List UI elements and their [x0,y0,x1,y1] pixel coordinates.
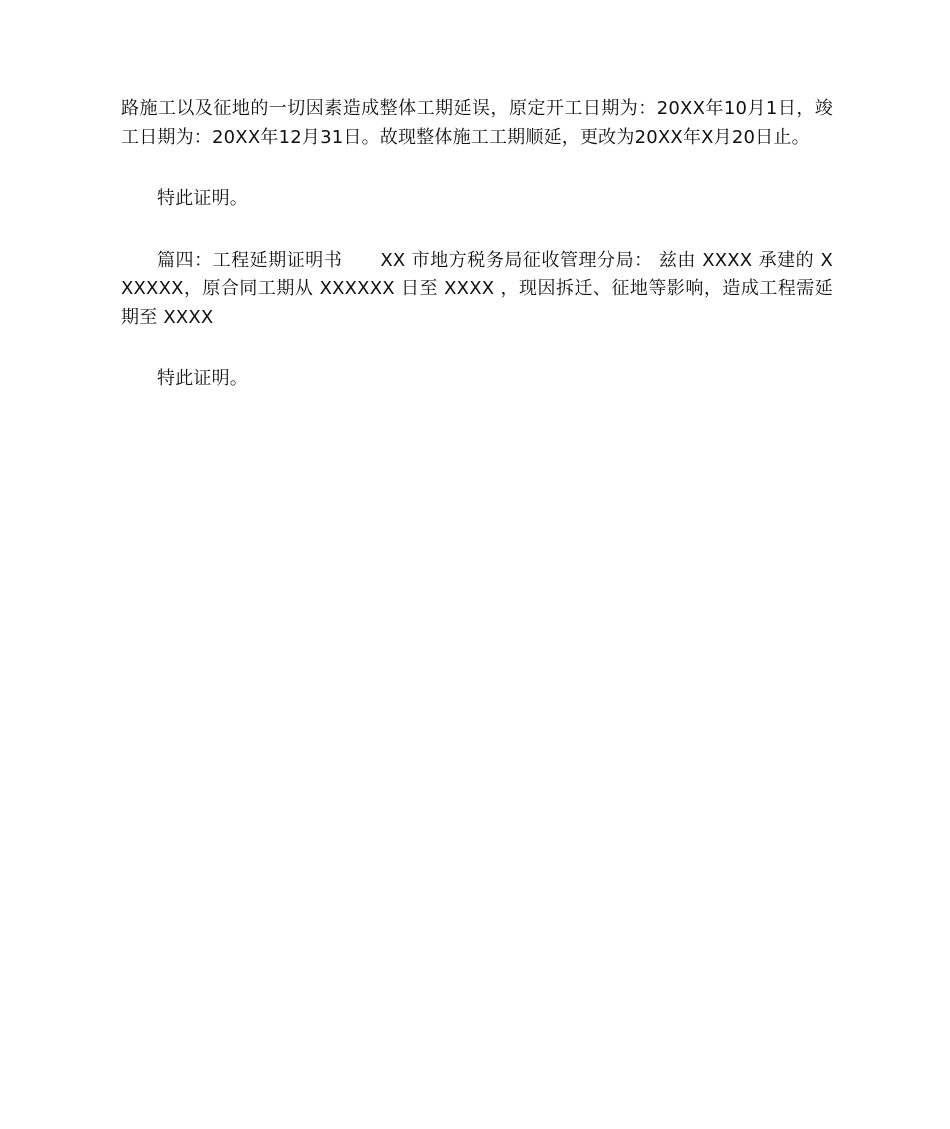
section-body: XX 市地方税务局征收管理分局： 兹由 XXXX 承建的 XXXXXX，原合同工期从 XXXXXX 日至 XXXX ，现因拆迁、征地等影响，造成工程需延期至 XXXX [121,249,833,328]
paragraph-extension-certificate [121,247,833,333]
section-heading: 篇四：工程延期证明书 [157,249,343,271]
paragraph-construction-delay: 路施工以及征地的一切因素造成整体工期延误，原定开工日期为：20XX年10月1日，竣工日期为：20XX年12月31日。故现整体施工工期顺延，更改为20XX年X月20日止。 [121,98,833,148]
document-body [121,95,833,427]
paragraph-certification: 特此证明。 [157,188,248,209]
paragraph-certification-final: 特此证明。 [157,368,248,389]
